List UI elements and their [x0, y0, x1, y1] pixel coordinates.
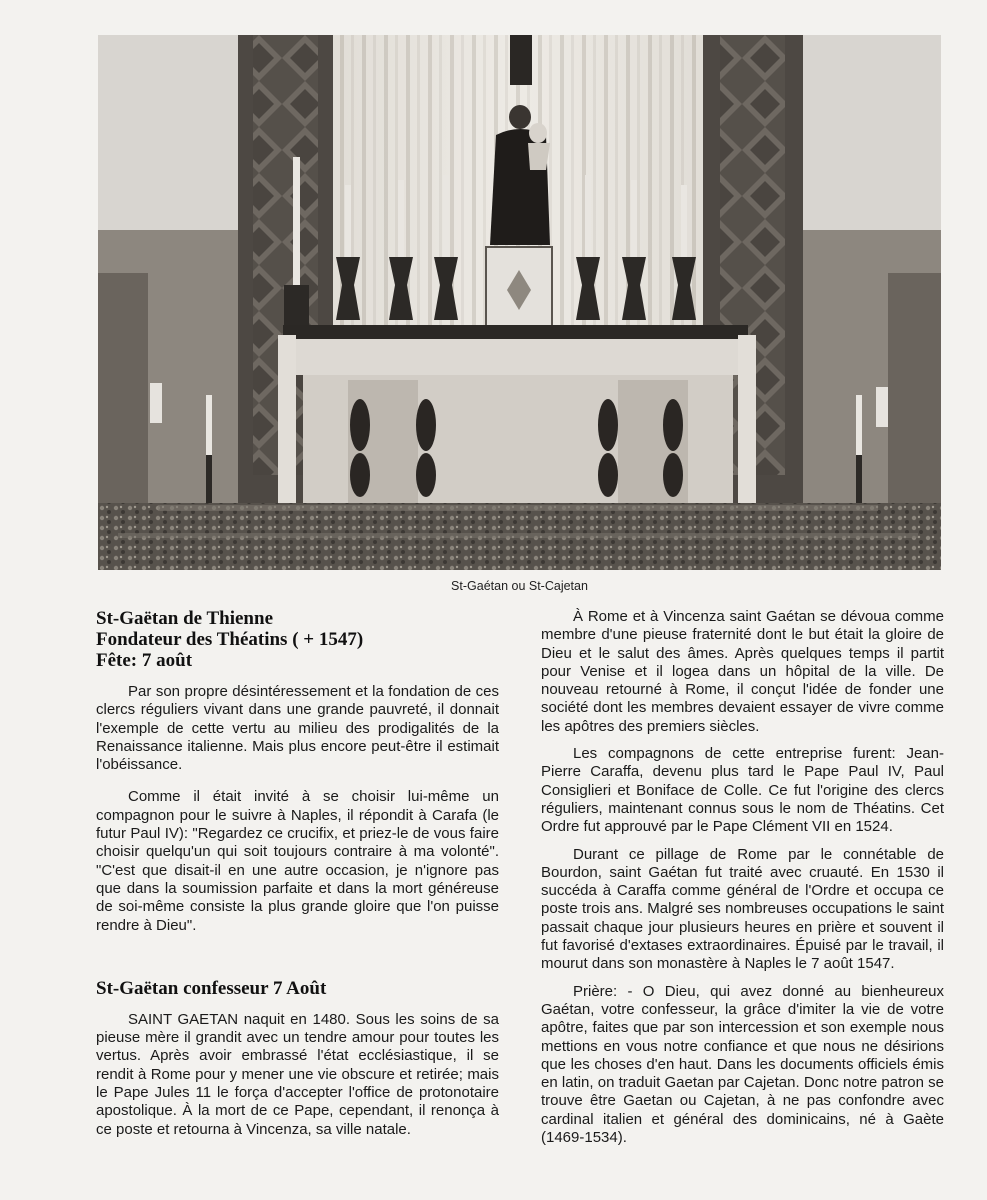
paragraph: Par son propre désintéressement et la fondation de ces clercs réguliers vivant dans une grande pauvreté, il donnait l'exemple de cette vertu au milieu des prodigalités de la Renaissance italienne. Mais plus encore peut-être il estimait l'obéissance. [96, 683, 499, 774]
paragraph: Comme il était invité à se choisir lui-même un compagnon pour le suivre à Naples, il répondit à Carafa (le futur Paul IV): "Regardez ce crucifix, et priez-le de vous faire choisir quelqu'un qui soit toujours contraire à ma volonté". "C'est que disait-il en une autre occasion, je n'ignore pas que dans la soumission parfaite et dans la mort généreuse de soi-même consiste la plus grande gloire que l'on puisse rendre à Dieu". [96, 788, 499, 934]
paragraph: Prière: - O Dieu, qui avez donné au bienheureux Gaétan, votre confesseur, la grâce d'imiter la vie de votre apôtre, faites que par son intercession et son exemple nous mettions en vous notre confiance et que nous ne désirions que les choses d'en haut. Dans les documents officiels émis en latin, on traduit Gaetan par Cajetan. Donc notre patron se trouve être Gaetan ou Cajetan, à ne pas confondre avec cardinal italien et général des dominicains, né à Gaète (1469-1534). [541, 982, 944, 1147]
heading-founder: Fondateur des Théatins ( + 1547) [96, 629, 364, 650]
paragraph: À Rome et à Vincenza saint Gaétan se dévoua comme membre d'une pieuse fraternité dont le but était la gloire de Dieu et le salut des âmes. Après quelques temps il partit pour Venise et il logea dans un hôpital de la ville. De nouveau retourné à Rome, il conçut l'idée de fonder une société dont les membres devaient essayer de vivre comme les apôtres des premiers siècles. [541, 608, 944, 735]
paragraph: Les compagnons de cette entreprise furent: Jean-Pierre Caraffa, devenu plus tard le Pape Paul IV, Paul Consiglieri et Boniface de Colle. Ce fut l'origine des clercs réguliers, maintenant connus sous le nom de Théatins. Cet Ordre fut approuvé par le Pape Clément VII en 1524. [541, 745, 944, 836]
heading-feast-day: Fête: 7 août [96, 650, 193, 671]
paragraph: SAINT GAETAN naquit en 1480. Sous les soins de sa pieuse mère il grandit avec un tendre amour pour toutes les vertus. Après avoir embrassé l'état ecclésiastique, il se rendit à Rome pour y mener une vie obscure et retirée; mais le Pape Jules 11 le força d'accepter l'office de protonotaire apostolique. À la mort de ce Pape, cependant, il renonça à ce poste et retourna à Vincenza, sa ville natale. [96, 1010, 499, 1138]
article-heading [96, 608, 499, 671]
photo-caption: St-Gaétan ou St-Cajetan [451, 579, 588, 593]
altar-photograph [98, 35, 941, 570]
paragraph: Durant ce pillage de Rome par le connétable de Bourdon, saint Gaétan fut traité avec cruauté. En 1530 il succéda à Caraffa comme général de l'Ordre et occupa ce poste trois ans. Malgré ses nombreuses occupations le saint passait chaque jour plusieurs heures en prière et souvent il fut favorisé d'extases extraordinaires. Épuisé par le travail, il mourut dans son monastère à Naples le 7 août 1547. [541, 845, 944, 973]
altar-photo-drawing [98, 35, 941, 570]
section-heading: St-Gaëtan confesseur 7 Août [96, 977, 327, 999]
right-column [541, 608, 944, 1156]
heading-saint-name: St-Gaëtan de Thienne [96, 608, 274, 629]
left-column [96, 608, 499, 1153]
